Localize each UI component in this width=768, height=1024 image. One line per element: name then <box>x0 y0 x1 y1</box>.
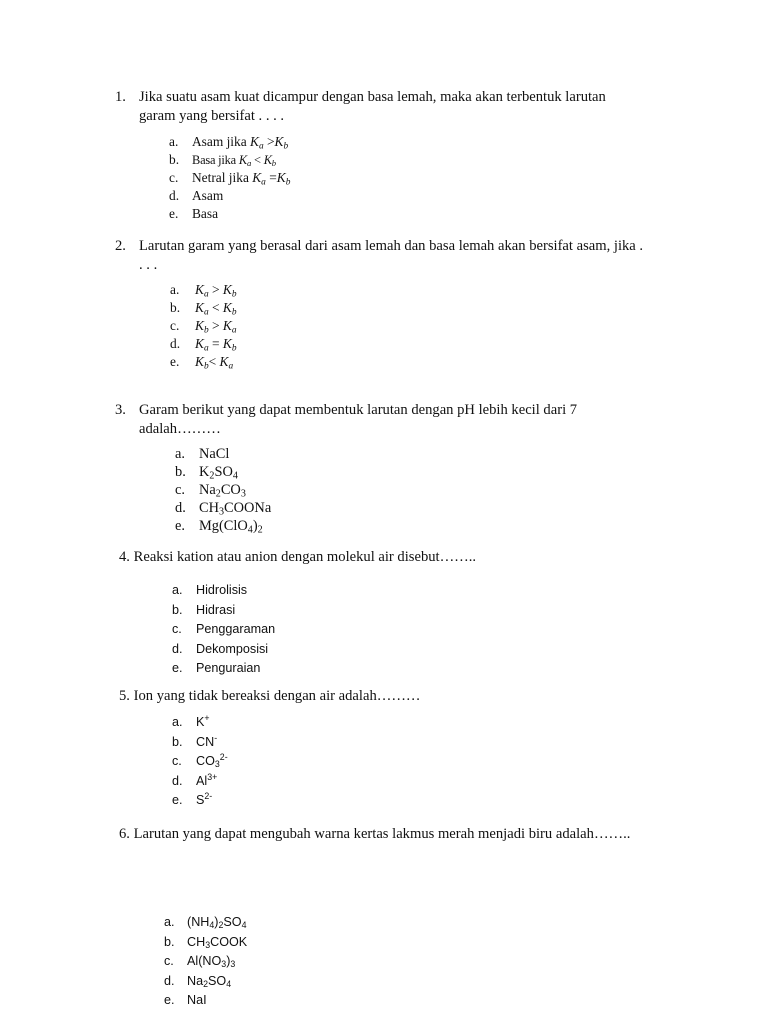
question-3 <box>115 401 675 439</box>
question-text: 4. Reaksi kation atau anion dengan molekul air disebut…….. <box>119 549 477 565</box>
option-text: Hidrasi <box>196 602 236 617</box>
option-text: $K_b< K_a$ <box>195 354 234 372</box>
option-text: $Na_2CO_3$ <box>199 482 246 500</box>
question-text: Larutan garam yang berasal dari asam lemah dan basa lemah akan bersifat asam, jika . <box>139 238 644 254</box>
option-text: Netral jika $K_a =K_b$ <box>192 170 291 188</box>
option-text: $(NH_4)_2SO_4$ <box>187 915 247 931</box>
option-text: Penggaraman <box>196 622 276 636</box>
question-5 <box>119 687 679 706</box>
question-text: Jika suatu asam kuat dicampur dengan basa lemah, maka akan terbentuk larutan <box>139 89 606 105</box>
option-text: Basa jika $K_a < K_b$ <box>192 153 276 169</box>
question-6 <box>119 825 719 844</box>
question-number: 3. <box>115 402 126 418</box>
option-text: $K_a = K_b$ <box>195 336 237 354</box>
option-text: Dekomposisi <box>196 641 269 656</box>
question-2 <box>115 237 685 275</box>
question-number: 1. <box>115 89 126 105</box>
option-text: NaCl <box>199 446 230 462</box>
question-text-continued: adalah……… <box>139 421 221 437</box>
option-text: $CH_3COOK$ <box>187 934 248 950</box>
option-text: Basa <box>192 206 219 221</box>
question-1 <box>115 88 675 126</box>
question-text: 6. Larutan yang dapat mengubah warna kertas lakmus merah menjadi biru adalah…….. <box>119 826 631 842</box>
option-text: $S^{2-}$ <box>196 791 213 807</box>
option-text: $Na_2SO_4$ <box>187 973 232 989</box>
question-number: 6. <box>119 826 130 842</box>
question-text-continued: . . . <box>139 257 158 273</box>
option-text: $Al^{3+}$ <box>196 771 218 788</box>
option-text: Asam jika $K_a >K_b$ <box>192 134 289 152</box>
option-text: Penguraian <box>196 661 261 675</box>
option-text: $CO_3^{2-}$ <box>196 752 228 770</box>
question-text-continued: garam yang bersifat . . . . <box>139 108 285 124</box>
option-text: CN- <box>196 732 218 749</box>
question-number: 2. <box>115 238 126 254</box>
option-text: $CH_3COONa$ <box>199 500 272 518</box>
option-text: $K_b > K_a$ <box>195 318 237 336</box>
option-text: $K_2SO_4$ <box>199 464 238 482</box>
option-text: Hidrolisis <box>196 583 248 597</box>
question-number: 5. <box>119 688 130 704</box>
document-page: 1. Jika suatu asam kuat dicampur dengan basa lemah, maka akan terbentuk larutan garam yang bersifat . . . . a. Asam jika $K_a >K_b$ b. Basa jika $K_a < K_b$ c. Netral jika $K_a =K_b$ d. Asam e. Basa 2. Larutan garam yang berasal dari asam lemah dan basa lemah akan bersifat asam, jika . . . . a. $K_a > K_b$ b. $K_a < K_b$ c. $K_b > K_a$ d. $K_a = K_b$ e. $K_b< K_a$ 3. Garam berikut yang dapat membentuk larutan dengan pH lebih kecil dari 7 adalah……… a. NaCl b. $K_2SO_4$ c. $Na_2CO_3$ d. $CH_3COONa$ e. $Mg(ClO_4)_2$ 4. Reaksi kation atau anion dengan molekul air disebut…….. a. Hidrolisis b. Hidrasi c. Penggaraman d. Dekomposisi e. Penguraian 5. Ion yang tidak bereaksi dengan air adalah……… a. K+ b. CN- c. $CO_3^{2-}$ d. $Al^{3+}$ e. $S^{2-}$ 6. Larutan yang dapat mengubah warna kertas lakmus merah menjadi biru adalah…….. a. $(NH_4)_2SO_4$ b. $CH_3COOK$ c. $Al(NO_3)_3$ d. $Na_2SO_4$ e. NaI <box>0 0 768 1024</box>
question-text: 5. Ion yang tidak bereaksi dengan air adalah……… <box>119 688 421 704</box>
option-text: $K_a > K_b$ <box>195 282 237 300</box>
question-number: 4. <box>119 549 130 565</box>
option-text: $Al(NO_3)_3$ <box>187 954 236 970</box>
question-text: Garam berikut yang dapat membentuk larutan dengan pH lebih kecil dari 7 <box>139 402 578 418</box>
option-text: NaI <box>187 993 207 1007</box>
option-text: K+ <box>196 713 210 729</box>
option-text: $Mg(ClO_4)_2$ <box>199 518 263 536</box>
option-text: Asam <box>192 188 224 203</box>
option-text: $K_a < K_b$ <box>195 300 237 318</box>
question-4 <box>119 548 679 567</box>
